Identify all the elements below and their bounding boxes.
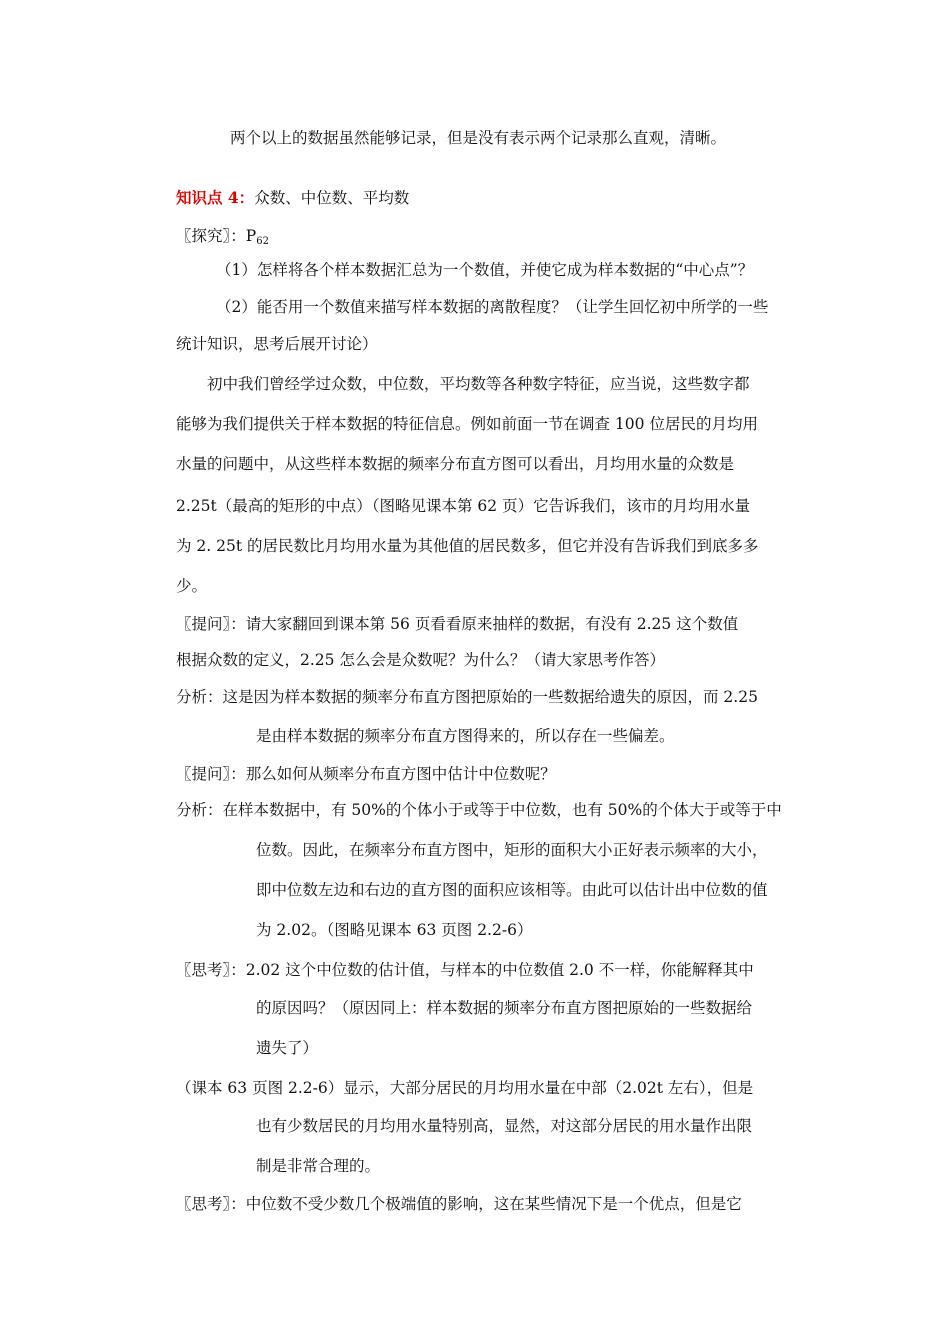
para1-line6: 少。	[176, 577, 208, 595]
kp4-label: 知识点 4：	[176, 188, 255, 207]
intro-line: 两个以上的数据虽然能够记录，但是没有表示两个记录那么直观，清晰。	[230, 129, 727, 147]
think-a-line3: 遗失了）	[256, 1039, 319, 1057]
think-b-line1: 〖思考〗：中位数不受少数几个极端值的影响，这在某些情况下是一个优点，但是它	[176, 1195, 742, 1213]
para2-line2: 也有少数居民的月均用水量特别高，显然，对这部分居民的用水量作出限	[256, 1117, 753, 1135]
explore-heading	[176, 226, 269, 249]
question-b-line1: 〖提问〗：那么如何从频率分布直方图中估计中位数呢？	[176, 765, 556, 783]
para1-line3: 水量的问题中，从这些样本数据的频率分布直方图可以看出，月均用水量的众数是	[176, 455, 735, 473]
analysis-a-line1: 分析：这是因为样本数据的频率分布直方图把原始的一些数据给遗失的原因，而 2.25	[176, 688, 758, 706]
think-a-line2: 的原因吗？（原因同上：样本数据的频率分布直方图把原始的一些数据给	[256, 999, 753, 1017]
para1-line4: 2.25t（最高的矩形的中点）（图略见课本第 62 页）它告诉我们，该市的月均用水量	[176, 497, 751, 515]
explore-q2-line2: 统计知识，思考后展开讨论）	[176, 335, 378, 353]
explore-q2-line1: （2）能否用一个数值来描写样本数据的离散程度？（让学生回忆初中所学的一些	[216, 298, 769, 316]
explore-page-sub: 62	[256, 236, 269, 247]
explore-label: 〖探究〗：	[176, 227, 246, 245]
analysis-b-line1: 分析：在样本数据中，有 50%的个体小于或等于中位数，也有 50%的个体大于或等于中	[176, 801, 782, 819]
question-a-line2: 根据众数的定义，2.25 怎么会是众数呢？为什么？（请大家思考作答）	[176, 651, 665, 669]
para1-line2: 能够为我们提供关于样本数据的特征信息。例如前面一节在调查 100 位居民的月均用	[176, 415, 758, 433]
para2-line1: （课本 63 页图 2.2-6）显示，大部分居民的月均用水量在中部（2.02t 左右），但是	[176, 1079, 754, 1097]
explore-q1: （1）怎样将各个样本数据汇总为一个数值，并使它成为样本数据的“中心点”？	[216, 261, 754, 279]
para1-line5: 为 2. 25t 的居民数比月均用水量为其他值的居民数多，但它并没有告诉我们到底多多	[176, 537, 759, 555]
analysis-b-line3: 即中位数左边和右边的直方图的面积应该相等。由此可以估计出中位数的值	[256, 881, 768, 899]
explore-page-p: P	[245, 227, 257, 245]
kp4-title: 众数、中位数、平均数	[254, 189, 410, 207]
question-a-line1: 〖提问〗：请大家翻回到课本第 56 页看看原来抽样的数据，有没有 2.25 这个数值	[176, 615, 739, 633]
analysis-b-line4: 为 2.02。（图略见课本 63 页图 2.2-6）	[256, 921, 533, 939]
analysis-b-line2: 位数。因此，在频率分布直方图中，矩形的面积大小正好表示频率的大小，	[256, 841, 768, 859]
think-a-line1: 〖思考〗：2.02 这个中位数的估计值，与样本的中位数值 2.0 不一样，你能解释其中	[176, 961, 754, 979]
para2-line3: 制是非常合理的。	[256, 1157, 381, 1175]
analysis-a-line2: 是由样本数据的频率分布直方图得来的，所以存在一些偏差。	[256, 727, 675, 745]
para1-line1: 初中我们曾经学过众数，中位数，平均数等各种数字特征，应当说，这些数字都	[207, 375, 750, 393]
kp4-heading	[176, 188, 409, 208]
